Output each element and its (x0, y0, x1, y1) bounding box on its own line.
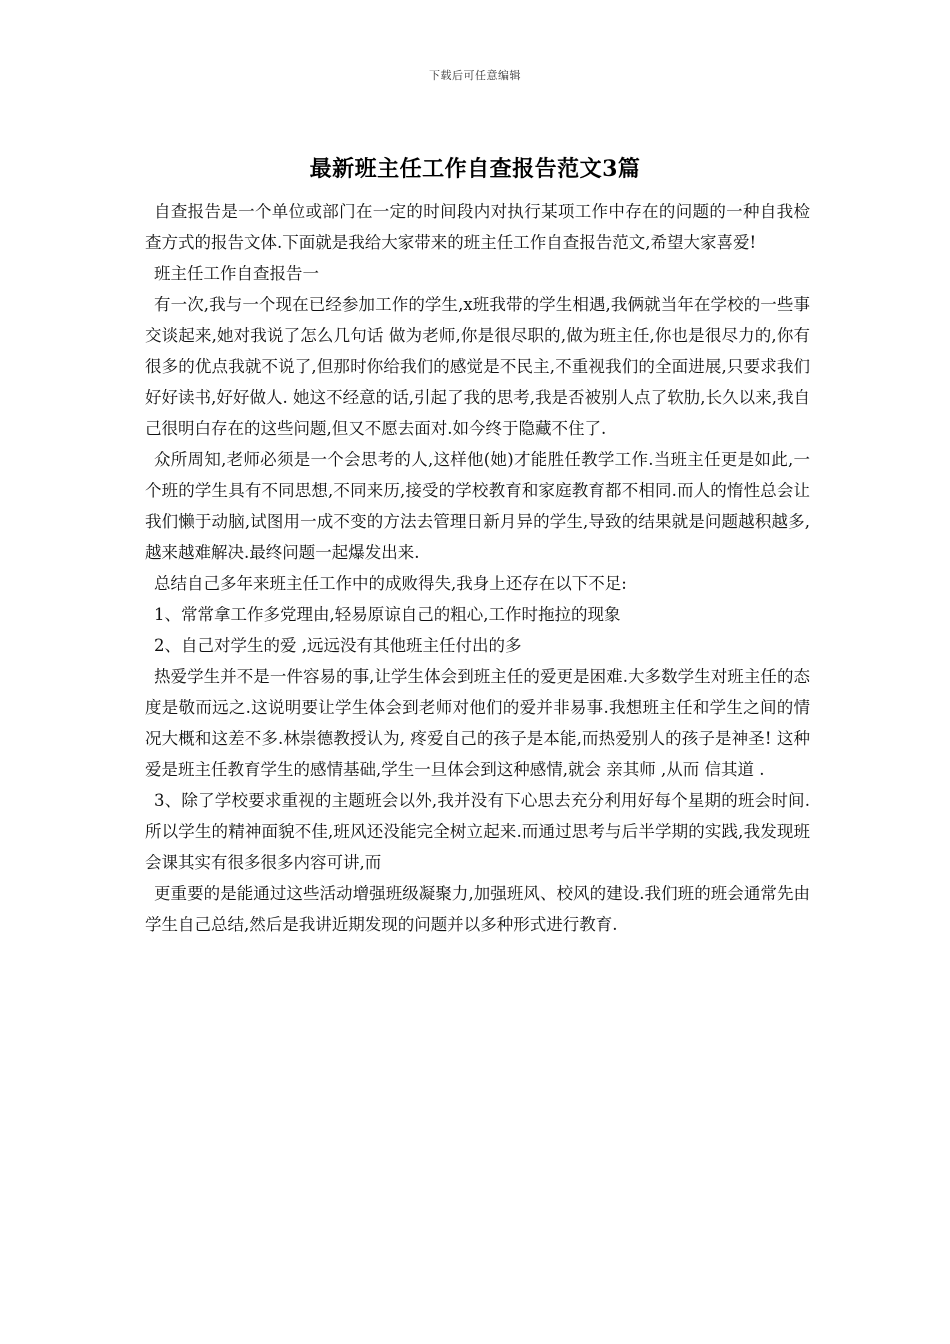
list-item-3: 3、除了学校要求重视的主题班会以外,我并没有下心思去充分利用好每个星期的班会时间.所以学生的精神面貌不佳,班风还没能完全树立起来.而通过思考与后半学期的实践,我发现班会课其实有很多很多内容可讲,而 (145, 791, 810, 872)
document-body (145, 196, 810, 940)
document-title: 最新班主任工作自查报告范文3篇 (309, 156, 641, 182)
paragraph-summary: 总结自己多年来班主任工作中的成败得失,我身上还存在以下不足: (154, 574, 627, 593)
paragraph-love: 热爱学生并不是一件容易的事,让学生体会到班主任的爱更是困难.大多数学生对班主任的态度是敬而远之.这说明要让学生体会到老师对他们的爱并非易事.我想班主任和学生之间的情况大概和这差不多.林崇德教授认为, 疼爱自己的孩子是本能,而热爱别人的孩子是神圣! 这种爱是班主任教育学生的感情基础,学生一旦体会到这种感情,就会 亲其师 ,从而 信其道 . (145, 667, 810, 779)
header-note: 下载后可任意编辑 (429, 69, 521, 82)
section-heading: 班主任工作自查报告一 (154, 264, 319, 283)
list-item-1: 1、常常拿工作多党理由,轻易原谅自己的粗心,工作时拖拉的现象 (154, 605, 621, 624)
list-item-2: 2、自己对学生的爱 ,远远没有其他班主任付出的多 (154, 636, 522, 655)
paragraph-thinking: 众所周知,老师必须是一个会思考的人,这样他(她)才能胜任教学工作.当班主任更是如此,一个班的学生具有不同思想,不同来历,接受的学校教育和家庭教育都不相同.而人的惰性总会让我们懒于动脑,试图用一成不变的方法去管理日新月异的学生,导致的结果就是问题越积越多,越来越难解决.最终问题一起爆发出来. (145, 450, 810, 562)
paragraph-intro: 自查报告是一个单位或部门在一定的时间段内对执行某项工作中存在的问题的一种自我检查方式的报告文体.下面就是我给大家带来的班主任工作自查报告范文,希望大家喜爱! (145, 202, 810, 252)
paragraph-story: 有一次,我与一个现在已经参加工作的学生,x班我带的学生相遇,我俩就当年在学校的一些事交谈起来,她对我说了怎么几句话 做为老师,你是很尽职的,做为班主任,你也是很尽力的,你有很多的优点我就不说了,但那时你给我们的感觉是不民主,不重视我们的全面进展,只要求我们好好读书,好好做人. 她这不经意的话,引起了我的思考,我是否被别人点了软肋,长久以来,我自己很明白存在的这些问题,但又不愿去面对.如今终于隐藏不住了. (145, 295, 810, 438)
paragraph-class-meeting: 更重要的是能通过这些活动增强班级凝聚力,加强班风、校风的建设.我们班的班会通常先由学生自己总结,然后是我讲近期发现的问题并以多种形式进行教育. (145, 884, 810, 934)
